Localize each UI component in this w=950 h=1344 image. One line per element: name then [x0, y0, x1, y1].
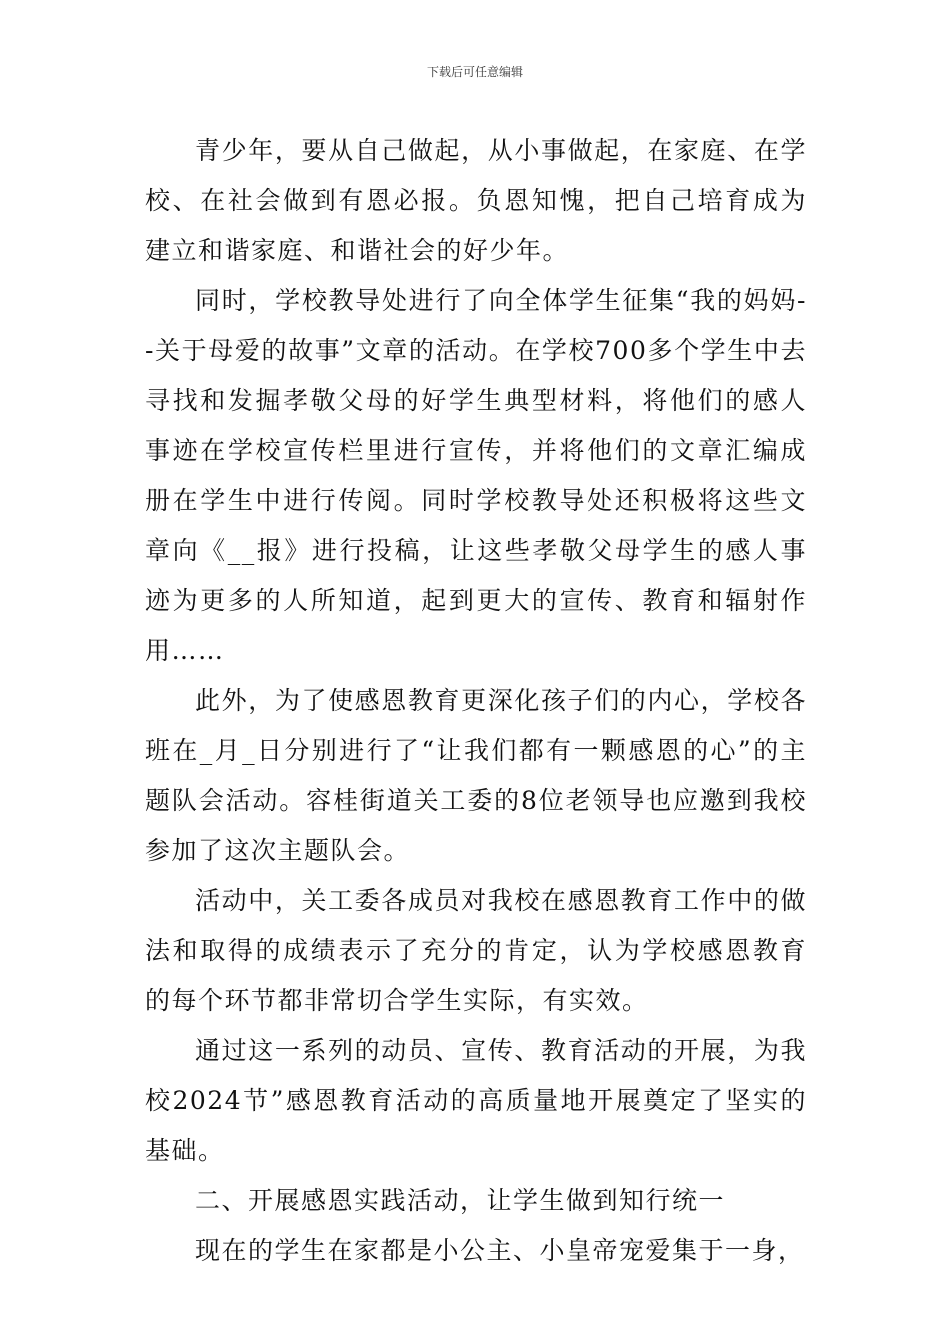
paragraph-4: 活动中，关工委各成员对我校在感恩教育工作中的做法和取得的成绩表示了充分的肯定，认为学校感恩教育的每个环节都非常切合学生实际，有实效。 — [145, 886, 807, 1015]
paragraph-1: 青少年，要从自己做起，从小事做起，在家庭、在学校、在社会做到有恩必报。负恩知愧，把自己培育成为建立和谐家庭、和谐社会的好少年。 — [145, 136, 807, 265]
paragraph-3: 此外，为了使感恩教育更深化孩子们的内心，学校各班在_月_日分别进行了“让我们都有一颗感恩的心”的主题队会活动。容桂街道关工委的8位老领导也应邀到我校参加了这次主题队会。 — [145, 686, 807, 865]
paragraph-5: 通过这一系列的动员、宣传、教育活动的开展，为我校2024节”感恩教育活动的高质量地开展奠定了坚实的基础。 — [145, 1036, 807, 1165]
paragraph-2: 同时，学校教导处进行了向全体学生征集“我的妈妈--关于母爱的故事”文章的活动。在学校700多个学生中去寻找和发掘孝敬父母的好学生典型材料，将他们的感人事迹在学校宣传栏里进行宣传，并将他们的文章汇编成册在学生中进行传阅。同时学校教导处还积极将这些文章向《__报》进行投稿，让这些孝敬父母学生的感人事迹为更多的人所知道，起到更大的宣传、教育和辐射作用…… — [145, 286, 807, 665]
section-heading: 二、开展感恩实践活动，让学生做到知行统一 — [195, 1186, 726, 1215]
page-header: 下载后可任意编辑 — [426, 65, 523, 79]
document-body — [145, 126, 807, 1276]
paragraph-6: 现在的学生在家都是小公主、小皇帝宠爱集于一身， — [195, 1236, 805, 1265]
